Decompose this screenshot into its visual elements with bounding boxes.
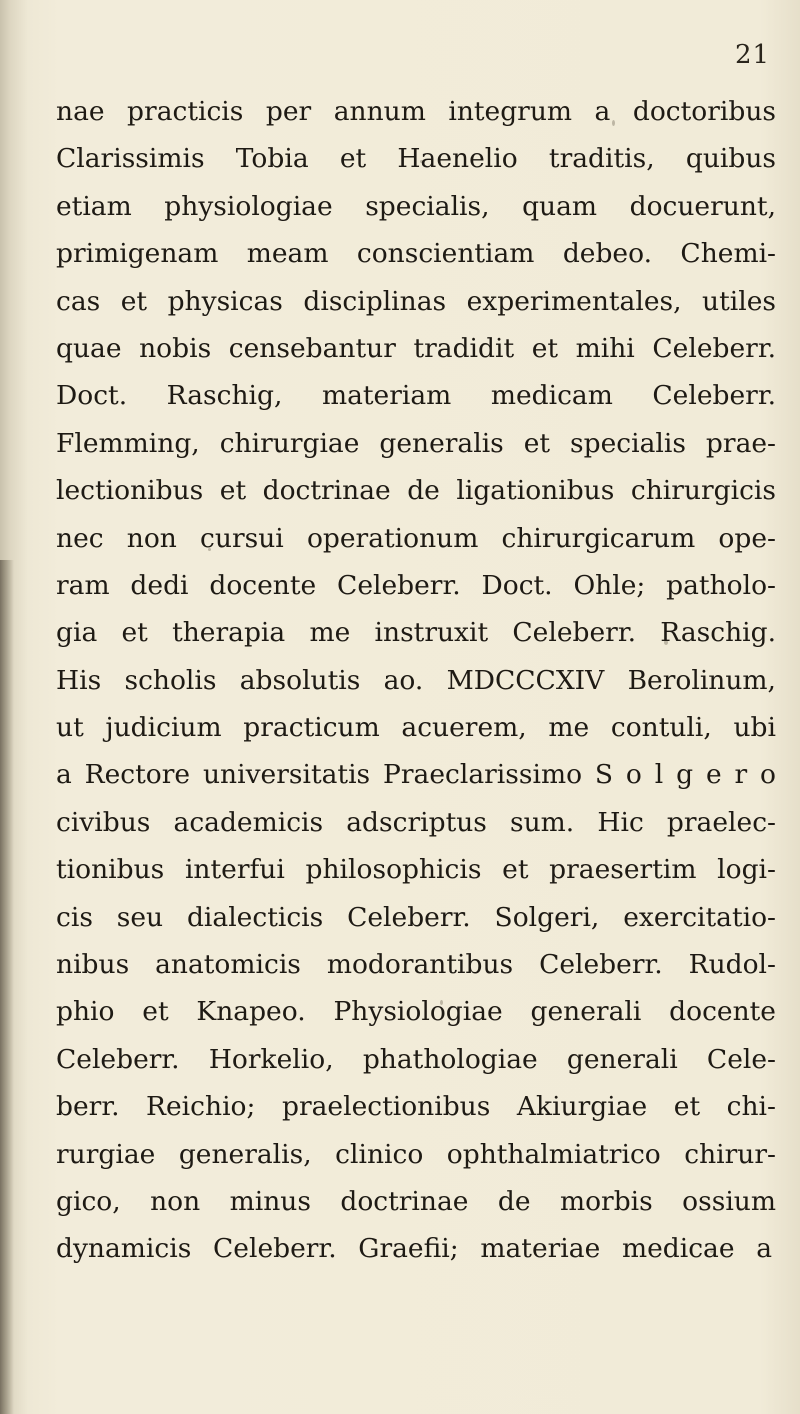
text-line: nae practicis per annum integrum a doctoribus	[56, 96, 776, 127]
text-line: nibus anatomicis modorantibus Celeberr. Rudol-	[56, 949, 776, 981]
body-text	[56, 88, 776, 1273]
text-line: civibus academicis adscriptus sum. Hic praelec-	[56, 806, 776, 838]
text-line: a Rectore universitatis Praeclarissimo S o l g e r o	[56, 759, 776, 791]
binding-shadow	[0, 560, 14, 1414]
text-line: gia et therapia me instruxit Celeberr. Raschig.	[56, 617, 776, 649]
text-line: quae nobis censebantur tradidit et mihi Celeberr.	[56, 332, 776, 364]
text-line: dynamicis Celeberr. Graefii; materiae medicae a	[56, 1233, 772, 1265]
text-line: Doct. Raschig, materiam medicam Celeberr.	[56, 380, 776, 412]
text-line: nec non cursui operationum chirurgicarum ope-	[56, 522, 776, 554]
text-line: gico, non minus doctrinae de morbis ossium	[56, 1185, 776, 1217]
text-line: Clarissimis Tobia et Haenelio traditis, quibus	[56, 143, 776, 175]
text-line: tionibus interfui philosophicis et praesertim logi-	[56, 854, 776, 886]
text-line: primigenam meam conscientiam debeo. Chemi-	[56, 238, 776, 270]
text-line: cas et physicas disciplinas experimentales, utiles	[56, 285, 776, 317]
text-line: etiam physiologiae specialis, quam docuerunt,	[56, 190, 776, 222]
text-line: lectionibus et doctrinae de ligationibus chirurgicis	[56, 475, 776, 507]
text-line: rurgiae generalis, clinico ophthalmiatrico chirur-	[56, 1138, 776, 1170]
text-line: berr. Reichio; praelectionibus Akiurgiae et chi-	[56, 1091, 776, 1123]
text-line: Flemming, chirurgiae generalis et specialis prae-	[56, 427, 776, 459]
text-line: ram dedi docente Celeberr. Doct. Ohle; patholo-	[56, 569, 776, 601]
page-number: 21	[735, 40, 771, 70]
text-line: ut judicium practicum acuerem, me contuli, ubi	[56, 712, 776, 744]
text-line: His scholis absolutis ao. MDCCCXIV Berolinum,	[56, 664, 776, 696]
text-line: cis seu dialecticis Celeberr. Solgeri, exercitatio-	[56, 901, 776, 933]
text-line: phio et Knapeo. Physiologiae generali docente	[56, 996, 776, 1028]
text-line: Celeberr. Horkelio, phathologiae generali Cele-	[56, 1043, 776, 1075]
